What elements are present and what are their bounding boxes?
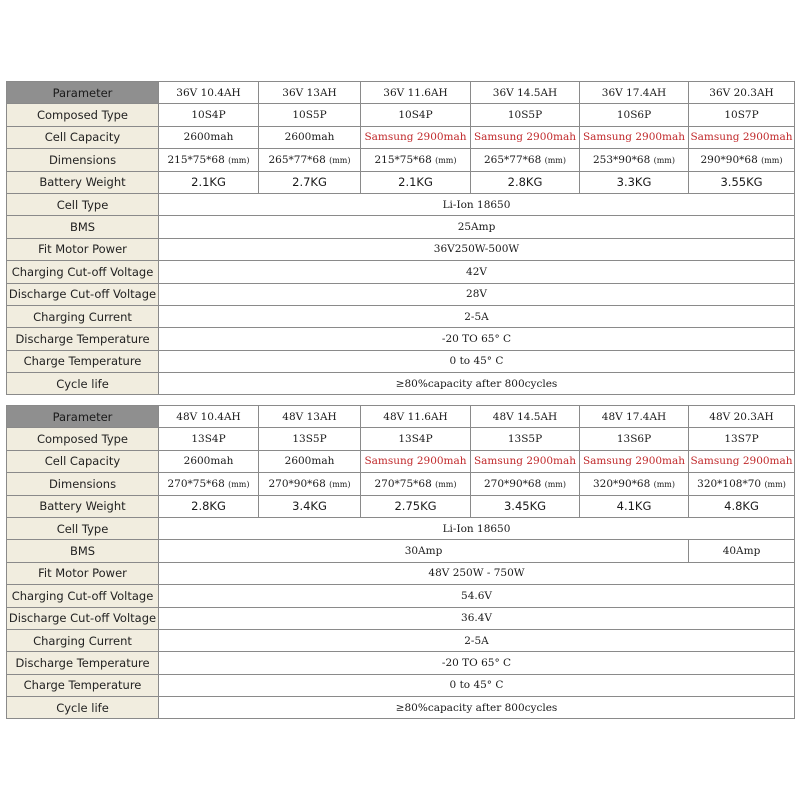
charge-temperature-row [7, 350, 795, 372]
bms-row [7, 216, 795, 238]
cell-value-highlight: Samsung 2900mah [580, 450, 689, 472]
column-header: 36V 20.3AH [689, 82, 795, 104]
cell-value: 48V 250W - 750W [159, 562, 795, 584]
cell-value: 10S4P [361, 104, 471, 126]
row-label: Cell Capacity [7, 126, 159, 148]
spec-table-36v [6, 81, 795, 395]
cell-value: 2600mah [159, 126, 259, 148]
dimension-value: 270*90*68 [268, 477, 326, 490]
dimension-value: 253*90*68 [592, 153, 651, 166]
cell-value: 10S5P [259, 104, 361, 126]
cell-value [580, 149, 689, 171]
cell-value [259, 149, 361, 171]
header-row [7, 406, 795, 428]
dimensions-row [7, 473, 795, 495]
row-label: Composed Type [7, 104, 159, 126]
charging-current-row [7, 629, 795, 651]
cell-value-highlight: Samsung 2900mah [580, 126, 689, 148]
spec-table-48v [6, 405, 795, 719]
column-header: 48V 11.6AH [361, 406, 471, 428]
cell-value: 30Amp [159, 540, 689, 562]
cell-value [159, 473, 259, 495]
cell-value: 40Amp [689, 540, 795, 562]
row-label: Discharge Cut-off Voltage [7, 607, 159, 629]
cell-value: 13S4P [159, 428, 259, 450]
dimension-unit: (mm) [544, 479, 567, 489]
discharge-cutoff-voltage-row [7, 607, 795, 629]
battery-weight-row [7, 495, 795, 517]
cell-value: 2600mah [259, 126, 361, 148]
row-label: Discharge Cut-off Voltage [7, 283, 159, 305]
row-label: Fit Motor Power [7, 238, 159, 260]
cycle-life-row [7, 373, 795, 395]
cell-value [689, 473, 795, 495]
dimensions-row [7, 149, 795, 171]
column-header: 36V 10.4AH [159, 82, 259, 104]
column-header: 36V 17.4AH [580, 82, 689, 104]
cell-value: 4.8KG [689, 495, 795, 517]
cell-value: 2.1KG [159, 171, 259, 193]
row-label: Charging Cut-off Voltage [7, 261, 159, 283]
cell-value: 2600mah [159, 450, 259, 472]
cell-value-highlight: Samsung 2900mah [689, 450, 795, 472]
dimension-value: 270*75*68 [167, 477, 225, 490]
discharge-temperature-row [7, 652, 795, 674]
row-label: Discharge Temperature [7, 328, 159, 350]
cell-value: 2.8KG [471, 171, 580, 193]
cell-value: 0 to 45° C [159, 674, 795, 696]
dimension-value: 290*90*68 [700, 153, 758, 166]
cell-value: 4.1KG [580, 495, 689, 517]
header-row [7, 82, 795, 104]
dimension-value: 265*77*68 [483, 153, 542, 166]
cell-value: 28V [159, 283, 795, 305]
dimension-value: 270*90*68 [483, 477, 542, 490]
column-header: 36V 13AH [259, 82, 361, 104]
cell-capacity-row [7, 450, 795, 472]
cell-capacity-row [7, 126, 795, 148]
row-label: Cycle life [7, 697, 159, 719]
row-label: Battery Weight [7, 495, 159, 517]
row-label: Cycle life [7, 373, 159, 395]
cell-value: 3.4KG [259, 495, 361, 517]
discharge-cutoff-voltage-row [7, 283, 795, 305]
cell-value: 13S4P [361, 428, 471, 450]
cell-value-highlight: Samsung 2900mah [471, 450, 580, 472]
cell-value: 42V [159, 261, 795, 283]
row-label: Discharge Temperature [7, 652, 159, 674]
row-label: Cell Type [7, 517, 159, 539]
cell-value: 0 to 45° C [159, 350, 795, 372]
row-label: Charging Cut-off Voltage [7, 585, 159, 607]
cell-value: 2.7KG [259, 171, 361, 193]
row-label: Dimensions [7, 473, 159, 495]
dimension-value: 270*75*68 [374, 477, 432, 490]
cell-value: 36.4V [159, 607, 795, 629]
cell-value: 3.55KG [689, 171, 795, 193]
dimension-unit: (mm) [228, 479, 250, 489]
cell-value: 10S5P [471, 104, 580, 126]
cell-value: Li-Ion 18650 [159, 193, 795, 215]
cell-value [689, 149, 795, 171]
row-label: Battery Weight [7, 171, 159, 193]
fit-motor-power-row [7, 238, 795, 260]
row-label: BMS [7, 540, 159, 562]
dimension-unit: (mm) [329, 155, 351, 165]
cell-value: 2.75KG [361, 495, 471, 517]
cell-value: 3.3KG [580, 171, 689, 193]
column-header: 48V 20.3AH [689, 406, 795, 428]
parameter-header: Parameter [7, 82, 159, 104]
column-header: 48V 10.4AH [159, 406, 259, 428]
composed-type-row [7, 104, 795, 126]
row-label: Charge Temperature [7, 674, 159, 696]
composed-type-row [7, 428, 795, 450]
row-label: Cell Type [7, 193, 159, 215]
cell-value: 25Amp [159, 216, 795, 238]
row-label: Fit Motor Power [7, 562, 159, 584]
cell-value [580, 473, 689, 495]
discharge-temperature-row [7, 328, 795, 350]
cell-value [471, 473, 580, 495]
cell-value [361, 473, 471, 495]
column-header: 48V 17.4AH [580, 406, 689, 428]
dimension-value: 265*77*68 [268, 153, 326, 166]
cell-value: 3.45KG [471, 495, 580, 517]
row-label: BMS [7, 216, 159, 238]
cell-value-highlight: Samsung 2900mah [689, 126, 795, 148]
bms-row [7, 540, 795, 562]
cell-value: 13S7P [689, 428, 795, 450]
dimension-value: 215*75*68 [374, 153, 432, 166]
dimension-unit: (mm) [761, 155, 783, 165]
dimension-unit: (mm) [653, 479, 676, 489]
cell-type-row [7, 517, 795, 539]
cell-value: -20 TO 65° C [159, 328, 795, 350]
cell-value: Li-Ion 18650 [159, 517, 795, 539]
dimension-value: 320*90*68 [592, 477, 651, 490]
cell-value-highlight: Samsung 2900mah [361, 450, 471, 472]
dimension-value: 215*75*68 [167, 153, 225, 166]
cell-value: 54.6V [159, 585, 795, 607]
cell-value [259, 473, 361, 495]
dimension-value: 320*108*70 [697, 477, 762, 490]
dimension-unit: (mm) [435, 479, 457, 489]
cell-value: ≥80%capacity after 800cycles [159, 697, 795, 719]
cell-value: ≥80%capacity after 800cycles [159, 373, 795, 395]
dimension-unit: (mm) [435, 155, 457, 165]
column-header: 48V 14.5AH [471, 406, 580, 428]
cell-value: 10S4P [159, 104, 259, 126]
charging-current-row [7, 305, 795, 327]
cell-value [361, 149, 471, 171]
row-label: Composed Type [7, 428, 159, 450]
cell-value-highlight: Samsung 2900mah [361, 126, 471, 148]
cell-value: -20 TO 65° C [159, 652, 795, 674]
cell-value: 36V250W-500W [159, 238, 795, 260]
column-header: 48V 13AH [259, 406, 361, 428]
cell-value: 2-5A [159, 305, 795, 327]
row-label: Charging Current [7, 629, 159, 651]
dimension-unit: (mm) [228, 155, 250, 165]
row-label: Charge Temperature [7, 350, 159, 372]
fit-motor-power-row [7, 562, 795, 584]
cell-value: 2600mah [259, 450, 361, 472]
dimension-unit: (mm) [329, 479, 351, 489]
cell-type-row [7, 193, 795, 215]
cell-value: 2.8KG [159, 495, 259, 517]
battery-weight-row [7, 171, 795, 193]
cell-value-highlight: Samsung 2900mah [471, 126, 580, 148]
cell-value: 2.1KG [361, 171, 471, 193]
dimension-unit: (mm) [544, 155, 567, 165]
column-header: 36V 14.5AH [471, 82, 580, 104]
charging-cutoff-voltage-row [7, 261, 795, 283]
charge-temperature-row [7, 674, 795, 696]
cell-value [159, 149, 259, 171]
row-label: Cell Capacity [7, 450, 159, 472]
cell-value: 13S5P [471, 428, 580, 450]
dimension-unit: (mm) [653, 155, 676, 165]
charging-cutoff-voltage-row [7, 585, 795, 607]
cell-value: 2-5A [159, 629, 795, 651]
cell-value: 13S5P [259, 428, 361, 450]
cycle-life-row [7, 697, 795, 719]
row-label: Charging Current [7, 305, 159, 327]
cell-value [471, 149, 580, 171]
cell-value: 10S6P [580, 104, 689, 126]
parameter-header: Parameter [7, 406, 159, 428]
cell-value: 13S6P [580, 428, 689, 450]
column-header: 36V 11.6AH [361, 82, 471, 104]
row-label: Dimensions [7, 149, 159, 171]
dimension-unit: (mm) [764, 479, 786, 489]
cell-value: 10S7P [689, 104, 795, 126]
